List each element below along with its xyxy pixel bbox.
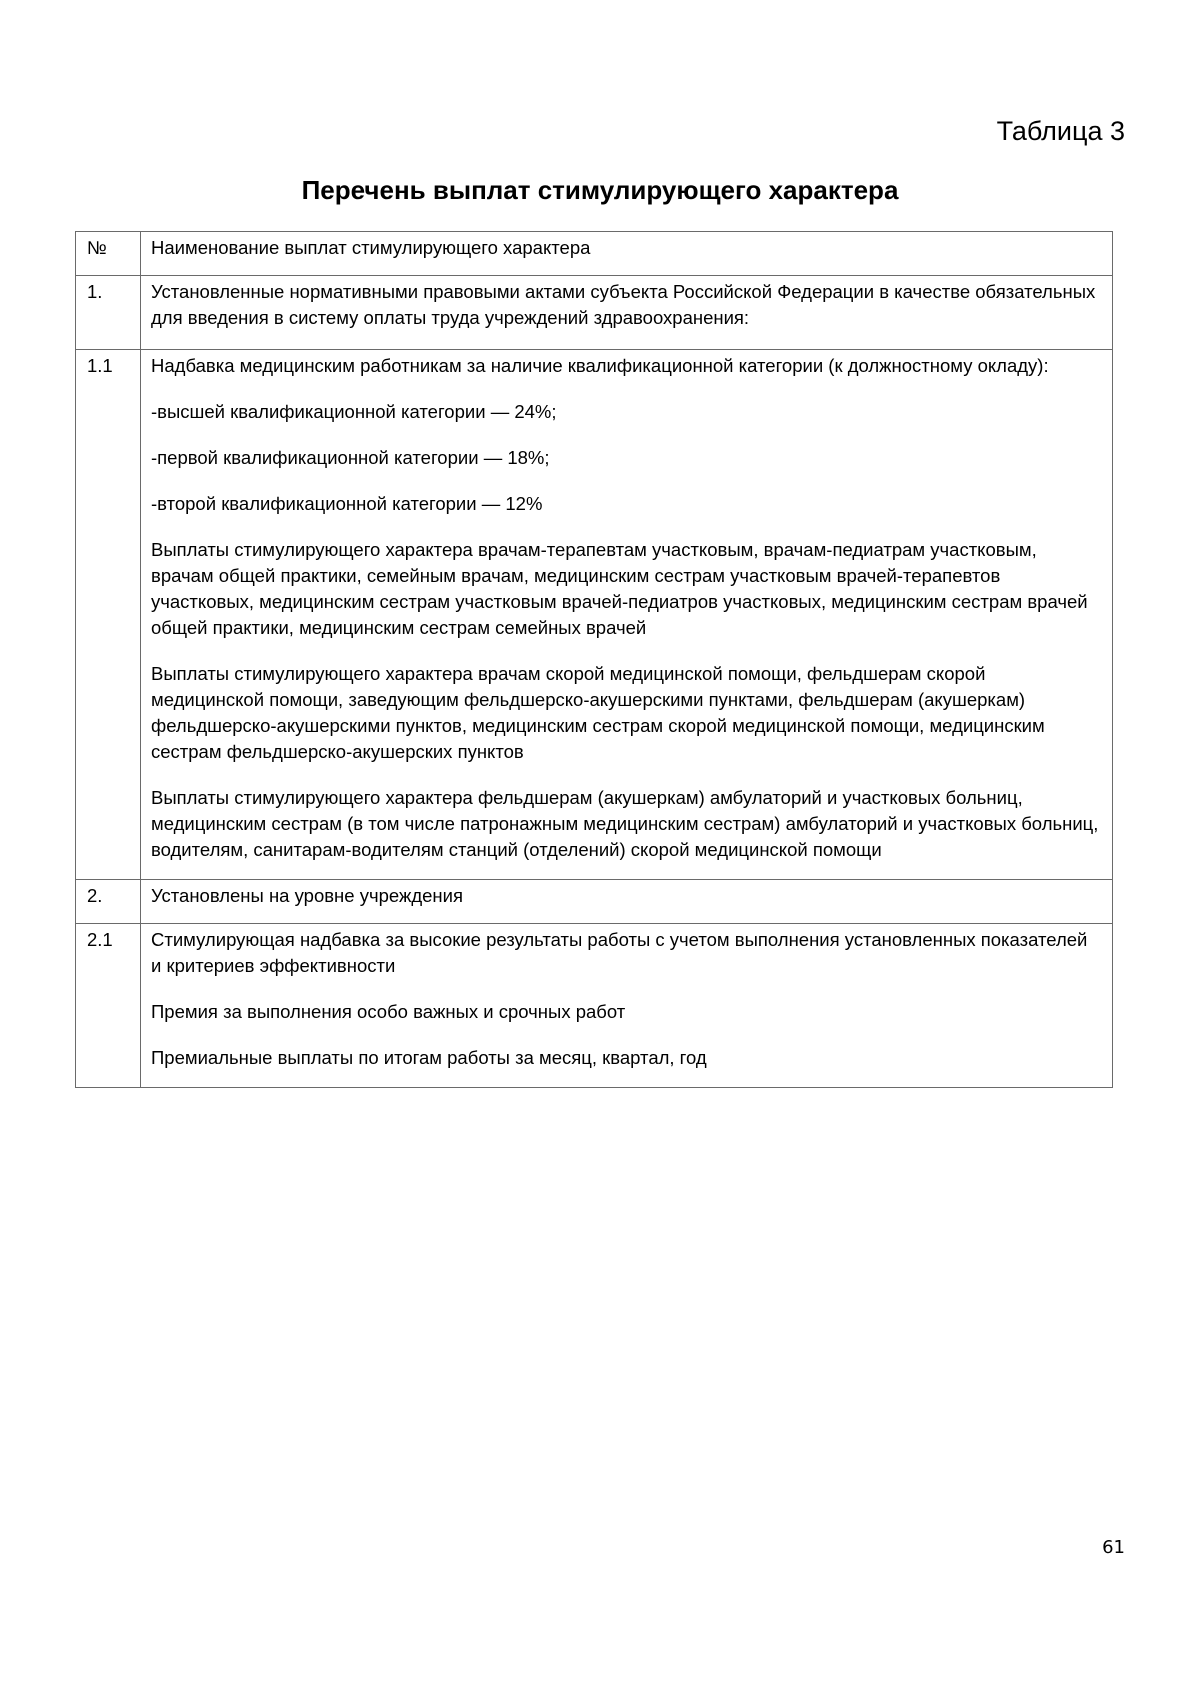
table-header-row — [76, 232, 1113, 276]
row-paragraph: Выплаты стимулирующего характера врачам-терапевтам участковым, врачам-педиатрам участковым, врачам общей практики, семейным врачам, медицинским сестрам участковым врачей-терапевтов участковых, медицинским сестрам участковым врачей-педиатров участковых, медицинским сестрам врачей общей практики, медицинским сестрам семейных врачей — [151, 539, 1088, 638]
row-paragraph: -высшей квалификационной категории — 24%; — [151, 401, 557, 422]
row-content — [141, 276, 1113, 350]
row-paragraph: -первой квалификационной категории — 18%; — [151, 447, 550, 468]
row-paragraph: Выплаты стимулирующего характера фельдшерам (акушеркам) амбулаторий и участковых больниц, медицинским сестрам (в том числе патронажным медицинским сестрам) амбулаторий и участковых больниц, водителям, санитарам-водителям станций (отделений) скорой медицинской помощи — [151, 787, 1099, 860]
table-row — [76, 276, 1113, 350]
row-paragraph: Установленные нормативными правовыми актами субъекта Российской Федерации в качестве обязательных для введения в систему оплаты труда учреждений здравоохранения: — [151, 281, 1096, 328]
payments-table — [75, 231, 1113, 1088]
table-row — [76, 924, 1113, 1088]
row-number: 1. — [76, 276, 141, 350]
table-label: Таблица 3 — [996, 116, 1125, 146]
row-paragraph: Премиальные выплаты по итогам работы за месяц, квартал, год — [151, 1047, 707, 1068]
table-row — [76, 880, 1113, 924]
row-paragraph: Стимулирующая надбавка за высокие результаты работы с учетом выполнения установленных показателей и критериев эффективности — [151, 929, 1088, 976]
table-row — [76, 350, 1113, 880]
row-content — [141, 880, 1113, 924]
row-paragraph: Установлены на уровне учреждения — [151, 885, 463, 906]
row-number: 2.1 — [76, 924, 141, 1088]
row-paragraph: Премия за выполнения особо важных и срочных работ — [151, 1001, 626, 1022]
row-paragraph: Выплаты стимулирующего характера врачам скорой медицинской помощи, фельдшерам скорой медицинской помощи, заведующим фельдшерско-акушерскими пунктами, фельдшерам (акушеркам) фельдшерско-акушерскими пунктов, медицинским сестрам скорой медицинской помощи, медицинским сестрам фельдшерско-акушерских пунктов — [151, 663, 1045, 762]
page-number: 61 — [1102, 1537, 1125, 1558]
header-number: № — [76, 232, 141, 276]
row-content — [141, 350, 1113, 880]
row-content — [141, 924, 1113, 1088]
row-number: 1.1 — [76, 350, 141, 880]
header-name: Наименование выплат стимулирующего характера — [141, 232, 1113, 276]
row-paragraph: -второй квалификационной категории — 12% — [151, 493, 543, 514]
row-number: 2. — [76, 880, 141, 924]
row-paragraph: Надбавка медицинским работникам за наличие квалификационной категории (к должностному окладу): — [151, 355, 1049, 376]
document-title: Перечень выплат стимулирующего характера — [301, 175, 899, 205]
